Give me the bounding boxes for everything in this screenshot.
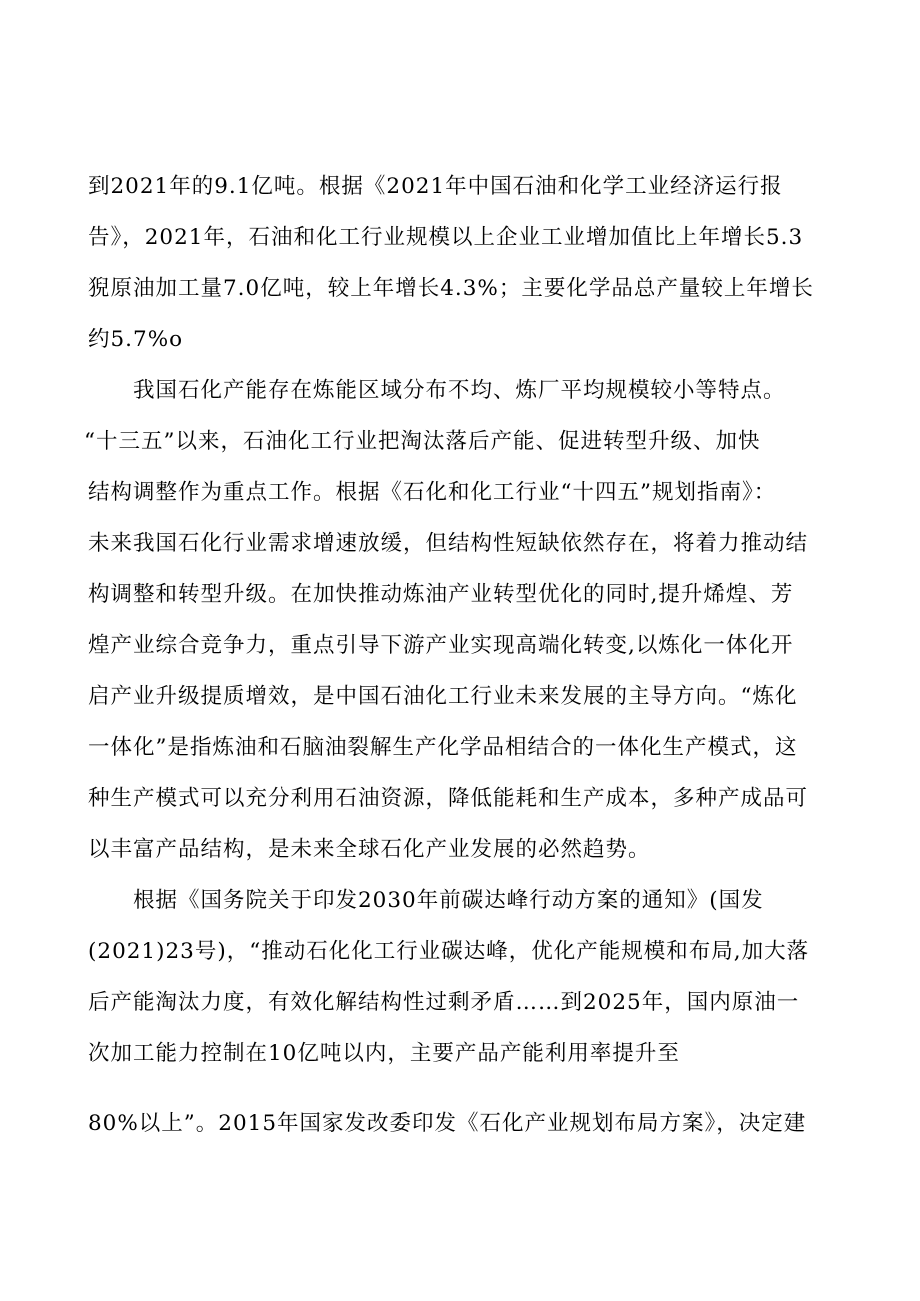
paragraph-3-line-2: (2021)23号)，“推动石化化工行业碳达峰，优化产能规模和布局,加大落: [88, 939, 810, 964]
paragraph-2-line-10: 以丰富产品结构，是未来全球石化产业发展的必然趋势。: [88, 837, 651, 862]
text-line-4: 约5.7%o: [88, 327, 184, 352]
paragraph-3-line-3: 后产能淘汰力度，有效化解结构性过剩矛盾……到2025年，国内原油一: [88, 990, 800, 1015]
text-line-2: 告》，2021年，石油和化工行业规模以上企业工业增加值比上年增长5.3: [88, 225, 804, 250]
paragraph-2-line-9: 种生产模式可以充分利用石油资源，降低能耗和生产成本，多种产成品可: [88, 786, 809, 811]
paragraph-2-line-3: 结构调整作为重点工作。根据《石化和化工行业“十四五”规划指南》：: [88, 480, 777, 505]
paragraph-2-line-7: 启产业升级提质增效，是中国石油化工行业未来发展的主导方向。“炼化: [88, 684, 798, 709]
paragraph-2-line-6: 煌产业综合竞争力，重点引导下游产业实现高端化转变,以炼化一体化开: [88, 633, 794, 658]
paragraph-3-line-5: 80%以上”。2015年国家发改委印发《石化产业规划布局方案》，决定建: [88, 1111, 807, 1136]
paragraph-2-line-8: 一体化”是指炼油和石脑油裂解生产化学品相结合的一体化生产模式，这: [88, 735, 798, 760]
paragraph-2-line-5: 构调整和转型升级。在加快推动炼油产业转型优化的同时,提升烯煌、芳: [88, 582, 794, 607]
text-line-1: 到2021年的9.1亿吨。根据《2021年中国石油和化学工业经济运行报: [88, 174, 783, 199]
paragraph-2-line-2: “十三五”以来，石油化工行业把淘汰落后产能、促进转型升级、加快: [84, 429, 761, 454]
paragraph-2-line-1: 我国石化产能存在炼能区域分布不均、炼厂平均规模较小等特点。: [133, 378, 786, 403]
text-line-3: 猊原油加工量7.0亿吨，较上年增长4.3%；主要化学品总产量较上年增长: [88, 276, 814, 301]
paragraph-3-line-1: 根据《国务院关于印发2030年前碳达峰行动方案的通知》(国发: [133, 888, 764, 913]
paragraph-2-line-4: 未来我国石化行业需求增速放缓，但结构性短缺依然存在，将着力推动结: [88, 531, 809, 556]
paragraph-3-line-4: 次加工能力控制在10亿吨以内，主要产品产能利用率提升至: [88, 1041, 680, 1066]
